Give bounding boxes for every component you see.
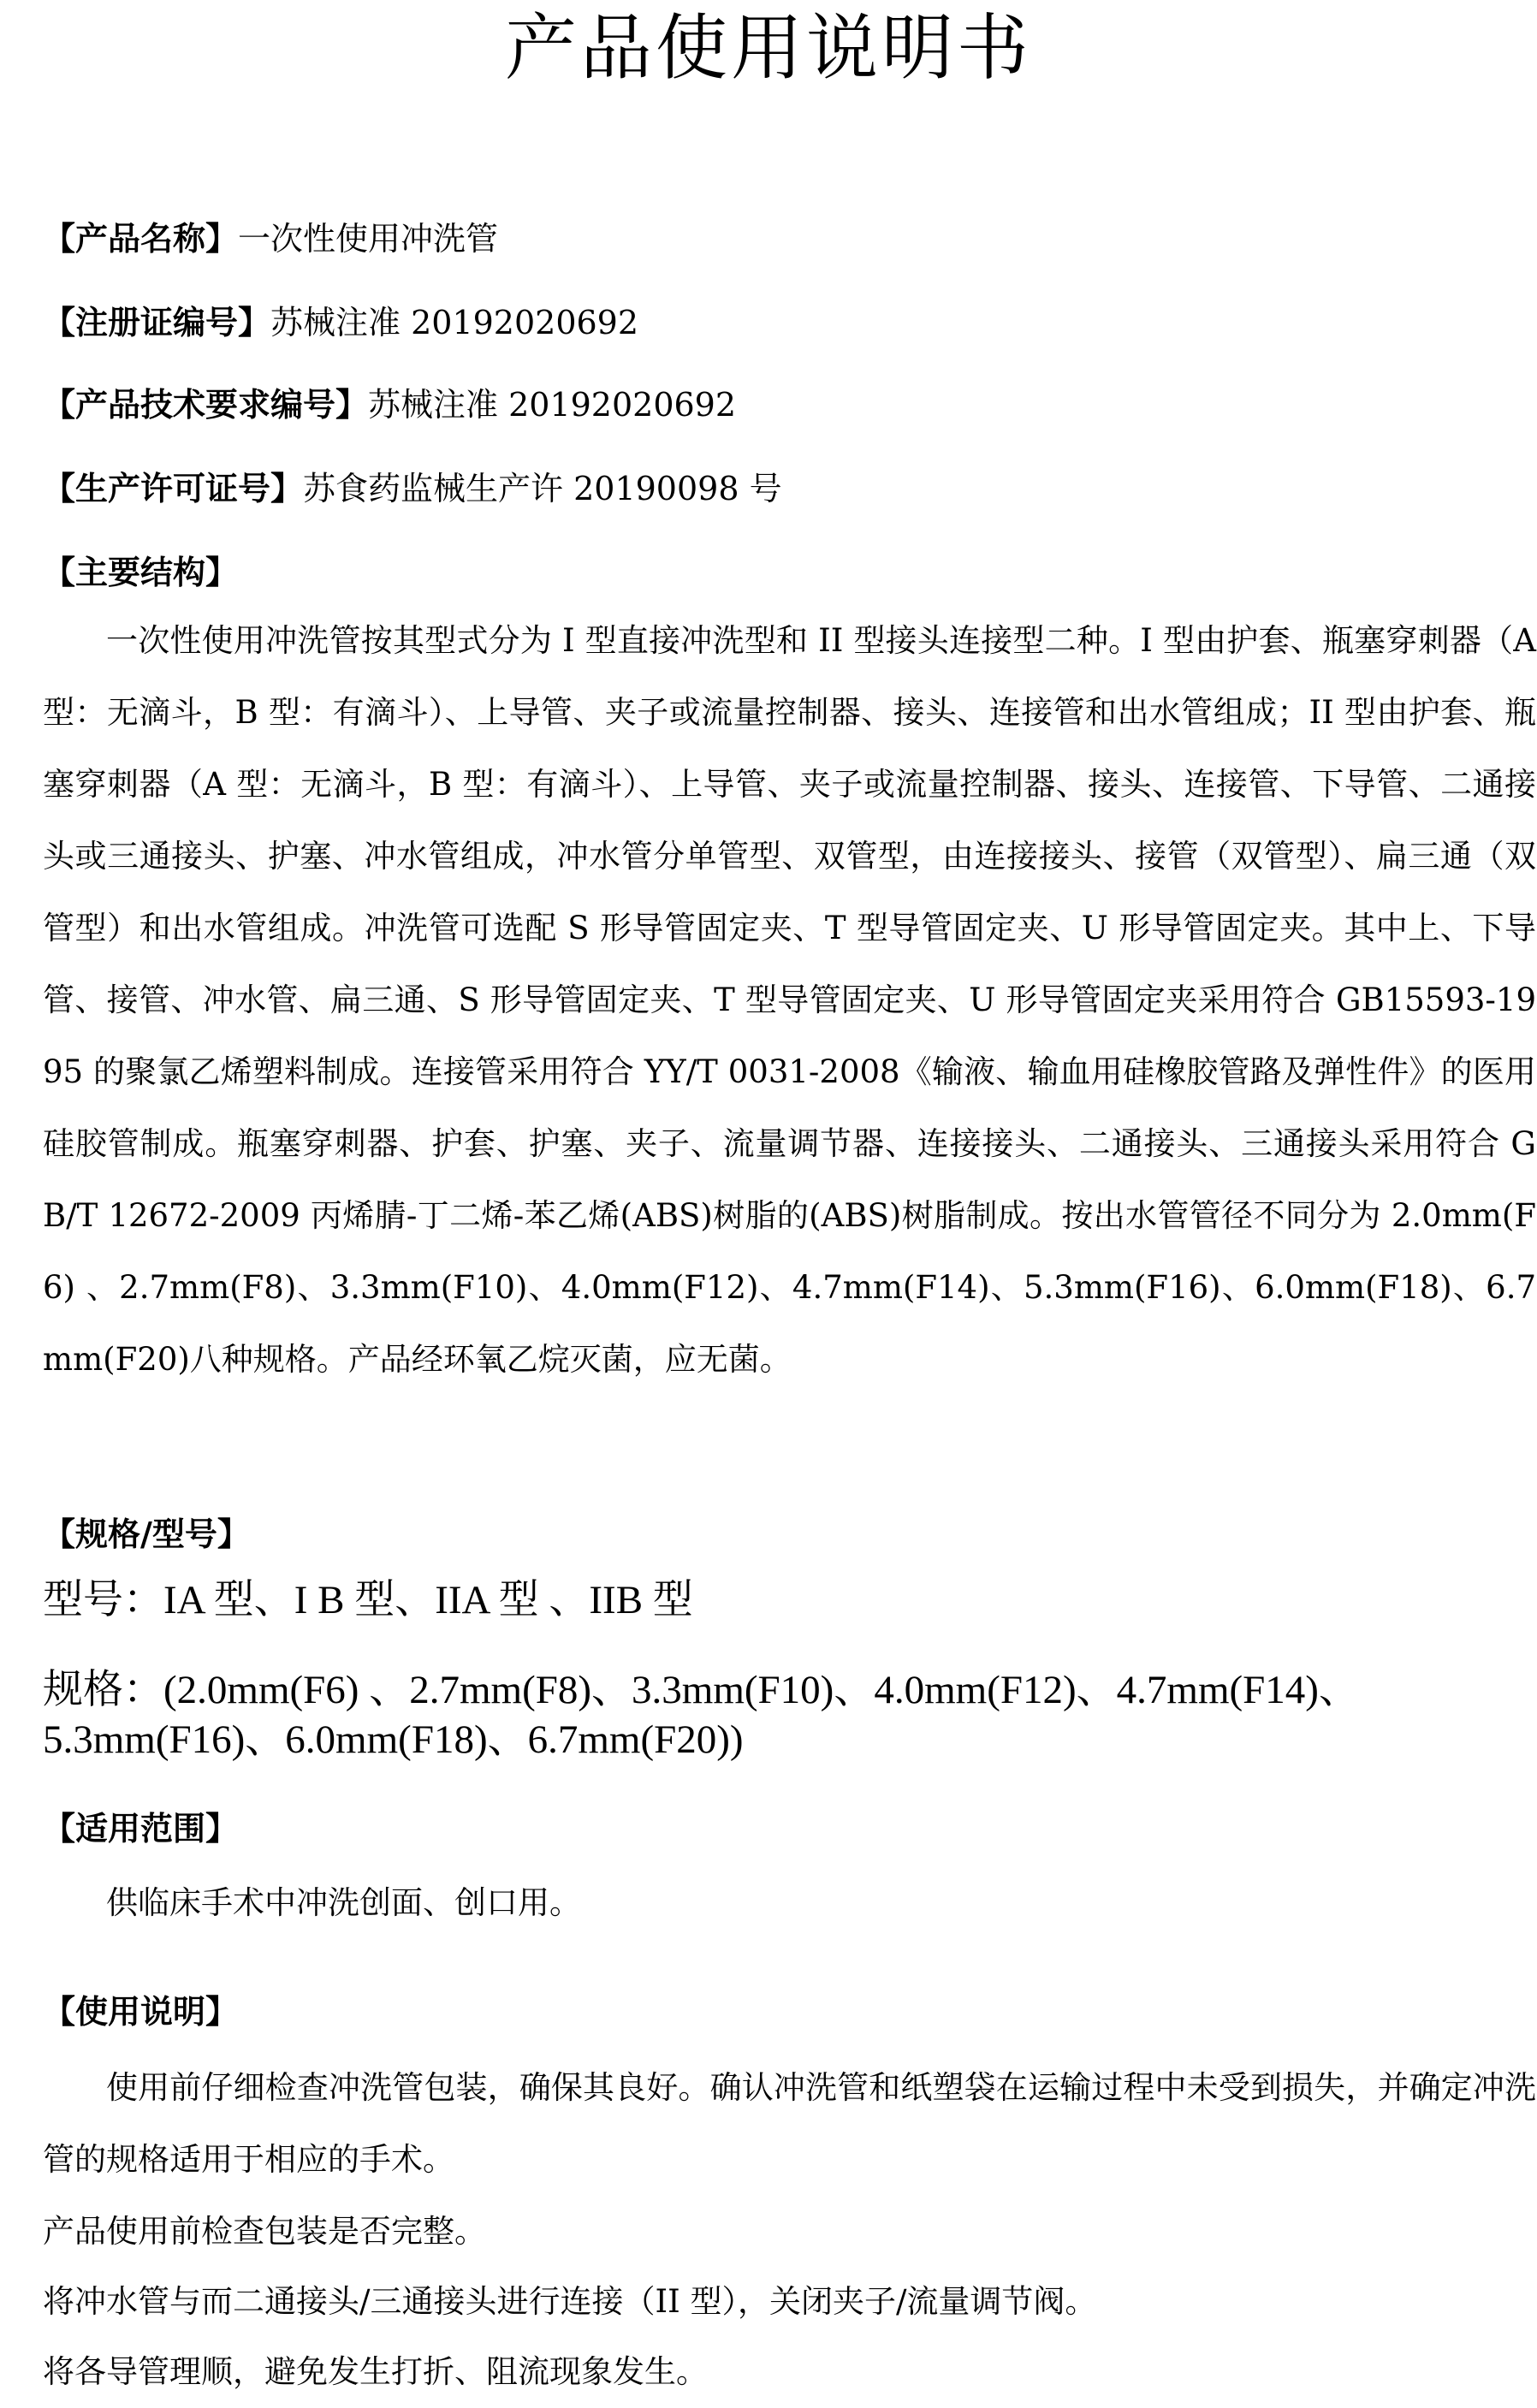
structure-heading: 【主要结构】 [43, 554, 239, 591]
scope-text: 供临床手术中冲洗创面、创口用。 [106, 1884, 581, 1921]
usage-paragraph-4: 将各导管理顺，避免发生打折、阻流现象发生。 [43, 2353, 708, 2390]
tech-requirement-no-row [43, 383, 736, 426]
product-name-value: 一次性使用冲洗管 [238, 220, 499, 258]
structure-paragraph: 一次性使用冲洗管按其型式分为 I 型直接冲洗型和 II 型接头连接型二种。I 型由护套、瓶塞穿刺器（A 型：无滴斗，B 型：有滴斗）、上导管、夹子或流量控制器、接头、连接管和出水管组成；II 型由护套、瓶塞穿刺器（A 型：无滴斗，B 型：有滴斗）、上导管、夹子或流量控制器、接头、连接管、下导管、二通接头或三通接头、护塞、冲水管组成，冲水管分单管型、双管型，由连接接头、接管（双管型）、扁三通（双管型）和出水管组成。冲洗管可选配 S 形导管固定夹、T 型导管固定夹、U 形导管固定夹。其中上、下导管、接管、冲水管、扁三通、S 形导管固定夹、T 型导管固定夹、U 形导管固定夹采用符合 GB15593-1995 的聚氯乙烯塑料制成。连接管采用符合 YY/T 0031-2008《输液、输血用硅橡胶管路及弹性件》的医用硅胶管制成。瓶塞穿刺器、护套、护塞、夹子、流量调节器、连接接头、二通接头、三通接头采用符合 GB/T 12672-2009 丙烯腈-丁二烯-苯乙烯(ABS)树脂的(ABS)树脂制成。按出水管管径不同分为 2.0mm(F6) 、2.7mm(F8)、3.3mm(F10)、4.0mm(F12)、4.7mm(F14)、5.3mm(F16)、6.0mm(F18)、6.7mm(F20)八种规格。产品经环氧乙烷灭菌，应无菌。 [43, 622, 1536, 1378]
usage-paragraph-3: 将冲水管与而二通接头/三通接头进行连接（II 型），关闭夹子/流量调节阀。 [43, 2283, 1097, 2320]
registration-no-row [43, 301, 638, 344]
production-license-value: 苏食药监械生产许 20190098 号 [303, 470, 782, 507]
model-list: 型号：IA 型、I B 型、IIA 型 、IIB 型 [43, 1578, 693, 1622]
tech-requirement-no-value: 苏械注准 20192020692 [368, 386, 737, 424]
registration-no-value: 苏械注准 20192020692 [270, 304, 639, 341]
product-name-row [43, 217, 498, 260]
usage-heading: 【使用说明】 [43, 1993, 239, 2031]
registration-no-label: 【注册证编号】 [43, 304, 271, 341]
production-license-row [43, 467, 782, 510]
spec-heading: 【规格/型号】 [43, 1515, 250, 1553]
scope-heading: 【适用范围】 [43, 1810, 239, 1848]
usage-paragraph-2: 产品使用前检查包装是否完整。 [43, 2213, 486, 2250]
production-license-label: 【生产许可证号】 [43, 470, 304, 507]
usage-paragraph-1: 使用前仔细检查冲洗管包装，确保其良好。确认冲洗管和纸塑袋在运输过程中未受到损失，并确定冲洗管的规格适用于相应的手术。 [43, 2069, 1536, 2178]
document-title: 产品使用说明书 [504, 6, 1032, 90]
product-name-label: 【产品名称】 [43, 220, 239, 258]
tech-requirement-no-label: 【产品技术要求编号】 [43, 386, 369, 424]
spec-list: 规格：(2.0mm(F6) 、2.7mm(F8)、3.3mm(F10)、4.0mm(F12)、4.7mm(F14)、5.3mm(F16)、6.0mm(F18)、6.7mm(F20)) [43, 1668, 1359, 1762]
